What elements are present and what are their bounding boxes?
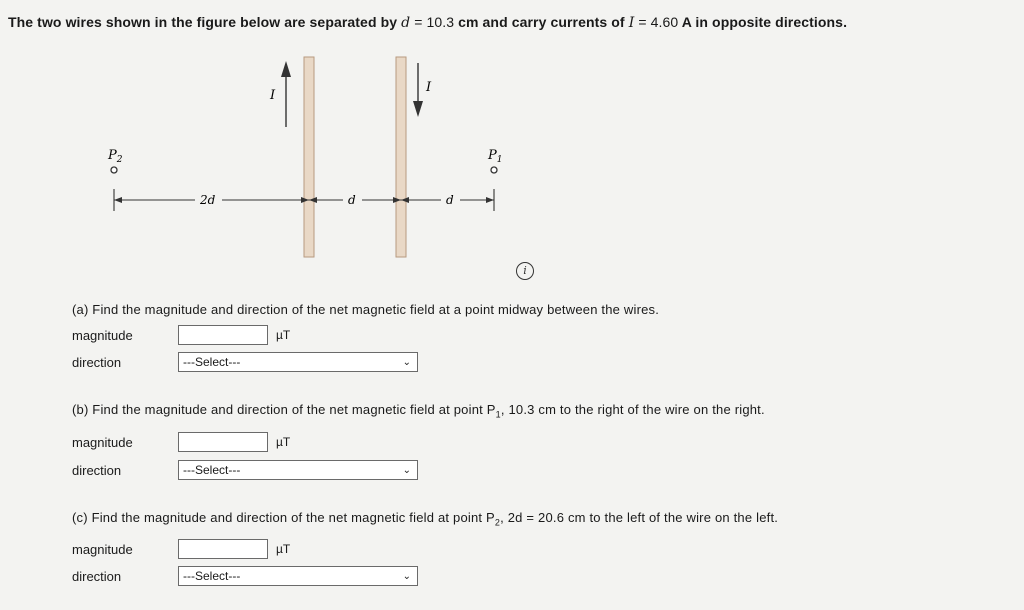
- part-b-question: (b) Find the magnitude and direction of the net magnetic field at point $P_1$, 10.3 cm to the right of the wire on the right.: [72, 402, 765, 420]
- part-a-question: (a) Find the magnitude and direction of the net magnetic field at a point midway between the wires.: [72, 302, 660, 317]
- chevron-down-icon: ⌄: [402, 570, 411, 582]
- part-c-direction-row: [72, 565, 418, 587]
- magnitude-label: magnitude: [72, 327, 133, 343]
- unit-label: µT: [276, 435, 291, 449]
- dimension-d-middle: d: [348, 193, 356, 207]
- select-value: ---Select---: [183, 463, 241, 477]
- direction-label: direction: [72, 354, 122, 370]
- part-b-direction-row: [72, 459, 418, 481]
- d-unit: cm and carry currents of: [458, 14, 625, 30]
- info-icon[interactable]: i: [516, 262, 534, 280]
- part-c-question: (c) Find the magnitude and direction of the net magnetic field at point $P_2$, 2d = 20.6 cm to the left of the wire on the left.: [72, 510, 779, 528]
- problem-statement: [8, 14, 847, 31]
- part-b-direction-select[interactable]: [178, 460, 418, 480]
- select-value: ---Select---: [183, 355, 241, 369]
- part-a-direction-row: [72, 351, 418, 373]
- dimension-d-right: d: [446, 193, 454, 207]
- part-b: [72, 402, 1012, 478]
- right-wire: [396, 57, 406, 257]
- left-wire: [304, 57, 314, 257]
- chevron-down-icon: ⌄: [402, 356, 411, 368]
- d-symbol: d: [401, 15, 411, 31]
- part-b-magnitude-input[interactable]: [178, 432, 268, 452]
- part-c: [72, 510, 1012, 584]
- dimension-2d: 2d: [200, 193, 216, 207]
- magnitude-label: magnitude: [72, 541, 133, 557]
- chevron-down-icon: ⌄: [402, 464, 411, 476]
- left-current-label: I: [270, 88, 276, 103]
- d-value: = 10.3: [414, 14, 455, 30]
- direction-label: direction: [72, 568, 122, 584]
- part-b-magnitude-row: [72, 431, 290, 453]
- point-p2-dot: [111, 167, 117, 173]
- right-current-label: I: [426, 80, 432, 95]
- part-a: [72, 302, 1012, 370]
- magnitude-label: magnitude: [72, 434, 133, 450]
- current-unit: A in opposite directions.: [681, 14, 848, 30]
- select-value: ---Select---: [183, 569, 241, 583]
- current-value: = 4.60: [638, 14, 679, 30]
- part-a-direction-select[interactable]: [178, 352, 418, 372]
- point-p2-label: $P_2$: [108, 148, 123, 165]
- part-a-magnitude-row: [72, 324, 290, 346]
- point-p1-label: $P_1$: [488, 148, 503, 165]
- direction-label: direction: [72, 462, 122, 478]
- part-a-magnitude-input[interactable]: [178, 325, 268, 345]
- point-p1-dot: [491, 167, 497, 173]
- current-up-arrow-icon: [281, 61, 291, 127]
- part-c-direction-select[interactable]: [178, 566, 418, 586]
- unit-label: µT: [276, 542, 291, 556]
- intro-prefix: The two wires shown in the figure below are separated by: [8, 14, 398, 30]
- wires-figure: [100, 55, 520, 265]
- part-c-magnitude-row: [72, 538, 290, 560]
- unit-label: µT: [276, 328, 291, 342]
- part-c-magnitude-input[interactable]: [178, 539, 268, 559]
- current-symbol: I: [628, 15, 635, 31]
- current-down-arrow-icon: [413, 63, 423, 117]
